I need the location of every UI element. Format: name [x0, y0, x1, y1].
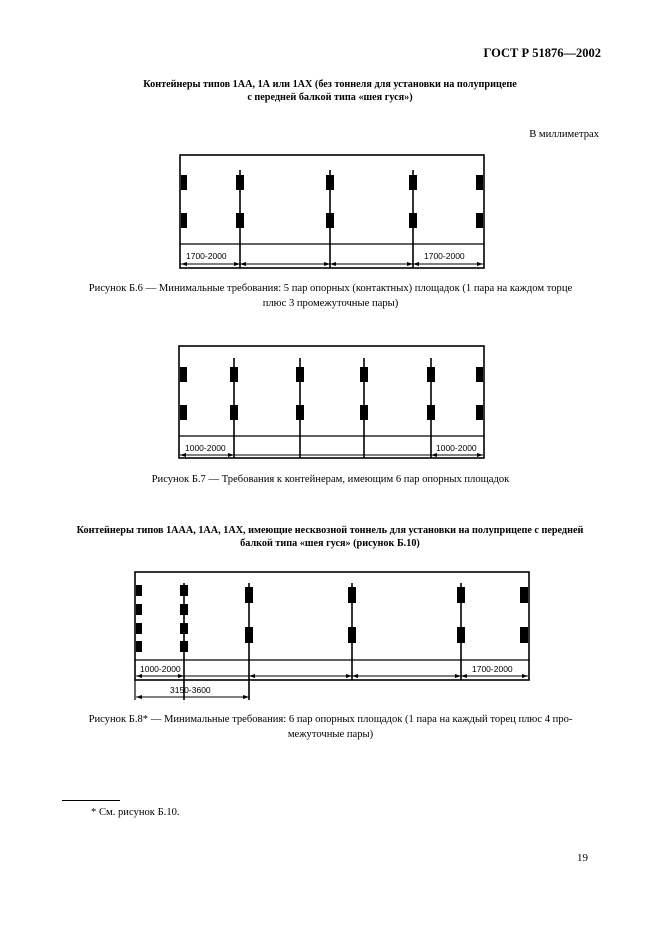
figure-b7-dim-left: 1000-2000	[185, 443, 226, 453]
figure-b6-caption-line1: Рисунок Б.6 — Минимальные требования: 5 пар опорных (контактных) площадок (1 пара на каждом торце	[88, 283, 573, 294]
units-note: В миллиметрах	[529, 129, 599, 140]
section-title-2-line1: Контейнеры типов 1ААА, 1АА, 1АХ, имеющие несквозной тоннель для установки на полуприцепе с передней	[76, 525, 584, 536]
footnote: * См. рисунок Б.10.	[91, 807, 180, 818]
figure-b7-caption: Рисунок Б.7 — Требования к контейнерам, имеющим 6 пар опорных площадок	[151, 474, 510, 485]
footnote-separator	[62, 800, 120, 801]
figure-b8-dim-left: 1000-2000	[140, 664, 181, 674]
figure-b8-dim-left2: 3150-3600	[170, 685, 211, 695]
section-title-2-line2: балкой типа «шея гуся» (рисунок Б.10)	[240, 538, 420, 549]
figure-b8-caption-line2: межуточные пары)	[287, 729, 374, 740]
figure-b6-dim-right: 1700-2000	[424, 251, 465, 261]
figure-b7-dim-right: 1000-2000	[436, 443, 477, 453]
page-number: 19	[577, 852, 588, 864]
figure-b8-caption-line1: Рисунок Б.8* — Минимальные требования: 6 пар опорных площадок (1 пара на каждый торец плюс 4 про-	[88, 714, 573, 725]
figure-b8-frame	[135, 572, 529, 700]
figure-b6-caption-line2: плюс 3 промежуточные пары)	[262, 298, 399, 309]
figure-b8-dim-right: 1700-2000	[472, 664, 513, 674]
figure-b8-pads	[136, 585, 528, 652]
figure-b6-dim-left: 1700-2000	[186, 251, 227, 261]
section-title-1-line1: Контейнеры типов 1АА, 1А или 1АХ (без тоннеля для установки на полуприцепе	[143, 79, 517, 90]
section-title-1-line2: с передней балкой типа «шея гуся»)	[247, 92, 413, 103]
figure-b8-caption	[60, 712, 601, 742]
document-header: ГОСТ Р 51876—2002	[483, 46, 601, 60]
